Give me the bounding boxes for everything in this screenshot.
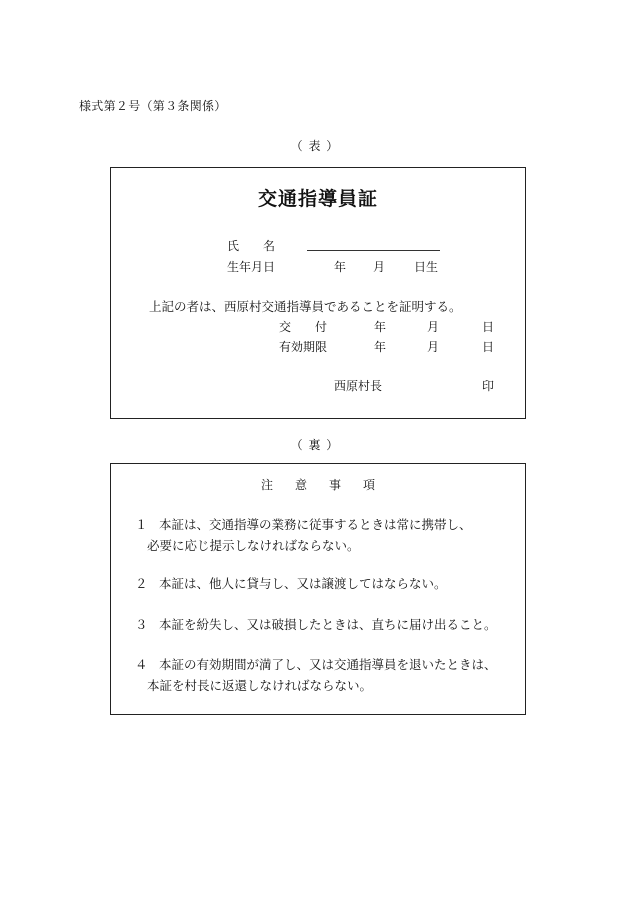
card-title: 交通指導員証: [257, 188, 378, 210]
seal-mark: 印: [482, 379, 495, 393]
notes-title-char: 意: [294, 478, 307, 492]
note-item: [135, 573, 447, 594]
form-number-label: 様式第２号（第３条関係）: [79, 99, 227, 113]
notes-title-char: 事: [329, 478, 342, 492]
note-text: 本証を紛失し、又は破損したときは、直ちに届け出ること。: [159, 617, 497, 632]
validity-label: 有効期限: [279, 340, 328, 354]
birth-month-unit: 月: [373, 260, 386, 274]
issuer-label: 西原村長: [334, 379, 383, 393]
card-front: [110, 167, 526, 419]
note-text: 本証の有効期間が満了し、又は交通指導員を退いたときは、: [159, 657, 497, 672]
card-back: [110, 463, 526, 715]
validity-year-unit: 年: [374, 340, 387, 354]
note-number: ３: [135, 617, 148, 632]
issue-day-unit: 日: [482, 320, 495, 334]
issue-month-unit: 月: [427, 320, 440, 334]
back-side-label: （ 裏 ）: [290, 438, 340, 452]
note-text: 本証は、他人に貸与し、又は譲渡してはならない。: [159, 576, 447, 591]
note-text: 本証は、交通指導の業務に従事するときは常に携帯し、: [159, 517, 472, 532]
name-underline: [307, 250, 440, 251]
note-number: １: [135, 517, 148, 532]
note-item: [135, 514, 472, 556]
notes-title-char: 項: [363, 478, 376, 492]
birth-day-unit: 日生: [414, 260, 439, 274]
note-number: ２: [135, 576, 148, 591]
front-side-label: （ 表 ）: [290, 139, 340, 153]
birth-year-unit: 年: [334, 260, 347, 274]
notes-title-char: 注: [260, 478, 273, 492]
note-text-continued: 本証を村長に返還しなければならない。: [147, 678, 373, 693]
issue-year-unit: 年: [374, 320, 387, 334]
validity-day-unit: 日: [482, 340, 495, 354]
notes-title: [111, 476, 525, 493]
birth-date-label: 生年月日: [227, 260, 276, 274]
note-text-continued: 必要に応じ提示しなければならない。: [147, 538, 360, 553]
certification-text: 上記の者は、西原村交通指導員であることを証明する。: [149, 299, 462, 314]
issue-date-label: 交 付: [279, 320, 328, 334]
note-item: [135, 614, 497, 635]
name-label: 氏 名: [227, 239, 276, 253]
note-item: [135, 654, 497, 696]
note-number: ４: [135, 657, 148, 672]
validity-month-unit: 月: [427, 340, 440, 354]
